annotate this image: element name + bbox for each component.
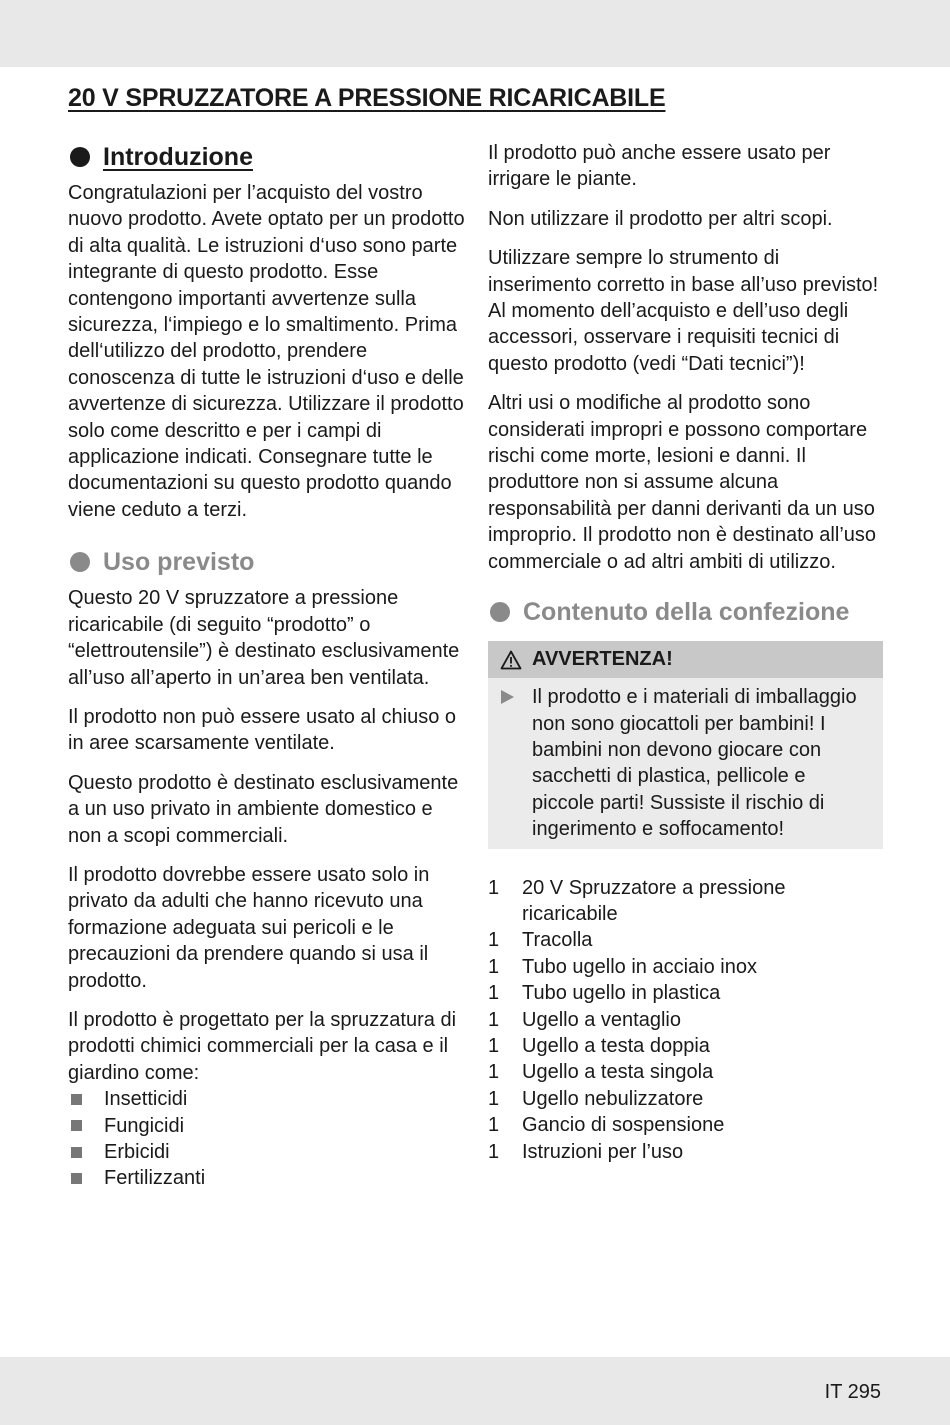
page-number: IT 295 xyxy=(824,1381,881,1403)
list-item: 1 Tubo ugello in acciaio inox xyxy=(488,955,757,978)
paragraph: Questo 20 V spruzzatore a pressione ricaricabile (di seguito “prodotto” o “elettroutensile”) è destinato esclusivamente all’uso all’aperto in un’area ben ventilata. xyxy=(68,587,460,689)
square-bullet-icon xyxy=(71,1094,82,1105)
square-bullet-icon xyxy=(71,1120,82,1131)
play-arrow-icon xyxy=(500,690,514,704)
paragraph: Il prodotto dovrebbe essere usato solo in privato da adulti che hanno ricevuto una formazione adeguata sui pericoli e le precauzioni da prendere quando si usa il prodotto. xyxy=(68,863,430,992)
list-item: Fungicidi xyxy=(68,1113,468,1139)
list-item: 1 Ugello a testa doppia xyxy=(488,1034,710,1057)
paragraph: Altri usi o modifiche al prodotto sono considerati impropri e possono comportare rischi come morte, lesioni e danni. Il produttore non si assume alcuna responsabilità per danni derivanti da un uso improprio. Il prodotto non è destinato all’uso commerciale o ad altri ambiti di utilizzo. xyxy=(488,392,877,573)
bullet-dot-icon xyxy=(70,147,90,167)
list-item: 1 Gancio di sospensione xyxy=(488,1114,725,1137)
footer-band xyxy=(0,1357,950,1425)
list-item: 1 Tracolla xyxy=(488,929,593,952)
warning-title: AVVERTENZA! xyxy=(532,648,673,671)
section-heading-contenuto: Contenuto della confezione xyxy=(488,595,883,629)
intro-text: Congratulazioni per l’acquisto del vostro nuovo prodotto. Avete optato per un prodotto di alta qualità. Le istruzioni d‘uso sono parte integrante di questo prodotto. Esse contengono importanti avvertenze sulla sicurezza, l‘impiego e lo smaltimento. Prima dell‘utilizzo del prodotto, prendere conoscenza di tutte le istruzioni d‘uso e delle avvertenze di sicurezza. Utilizzare il prodotto solo come descritto e per i campi di applicazione indicati. Consegnare tutte le documentazioni su questo prodotto quando viene ceduto a terzi. xyxy=(68,182,465,521)
list-item: Fertilizzanti xyxy=(68,1165,468,1191)
paragraph: Il prodotto non può essere usato al chiuso o in aree scarsamente ventilate. xyxy=(68,705,457,755)
square-bullet-icon xyxy=(71,1147,82,1158)
right-column xyxy=(488,140,883,1165)
warning-box xyxy=(488,641,883,848)
chemical-list xyxy=(68,1086,468,1192)
list-item: 1 Ugello nebulizzatore xyxy=(488,1087,704,1110)
bullet-dot-icon xyxy=(70,552,90,572)
list-item: Erbicidi xyxy=(68,1139,468,1165)
left-column xyxy=(68,140,468,1192)
section-heading-uso-previsto: Uso previsto xyxy=(68,545,468,579)
paragraph: Questo prodotto è destinato esclusivamente a un uso privato in ambiente domestico e non a scopi commerciali. xyxy=(68,771,459,847)
paragraph: Non utilizzare il prodotto per altri scopi. xyxy=(488,207,833,230)
square-bullet-icon xyxy=(71,1173,82,1184)
page-title: 20 V SPRUZZATORE A PRESSIONE RICARICABILE xyxy=(68,84,666,112)
warning-text: Il prodotto e i materiali di imballaggio non sono giocattoli per bambini! I bambini non devono giocare con sacchetti di plastica, pellicole e piccole parti! Sussiste il rischio di ingerimento e soffocamento! xyxy=(532,686,857,841)
paragraph: Utilizzare sempre lo strumento di inserimento corretto in base all’uso previsto! Al momento dell’acquisto e dell’uso degli accessori, osservare i requisiti tecnici di questo prodotto (vedi “Dati tecnici”)! xyxy=(488,247,879,375)
list-item: 1 Istruzioni per l’uso xyxy=(488,1140,684,1163)
list-item: 1 Ugello a ventaglio xyxy=(488,1008,681,1031)
paragraph: Il prodotto può anche essere usato per irrigare le piante. xyxy=(488,142,831,191)
warning-triangle-icon xyxy=(500,650,522,670)
list-item: Insetticidi xyxy=(68,1086,468,1112)
section-heading-introduzione: Introduzione xyxy=(68,140,468,174)
warning-header xyxy=(488,641,883,678)
header-band xyxy=(0,0,950,67)
list-item: 1 Tubo ugello in plastica xyxy=(488,982,721,1005)
list-item: 1 20 V Spruzzatore a pressione ricaricabile xyxy=(488,876,786,925)
warning-body xyxy=(488,678,883,848)
list-item: 1 Ugello a testa singola xyxy=(488,1061,714,1084)
package-contents-list xyxy=(488,875,883,1165)
paragraph: Il prodotto è progettato per la spruzzatura di prodotti chimici commerciali per la casa e il giardino come: xyxy=(68,1008,457,1084)
bullet-dot-icon xyxy=(490,602,510,622)
